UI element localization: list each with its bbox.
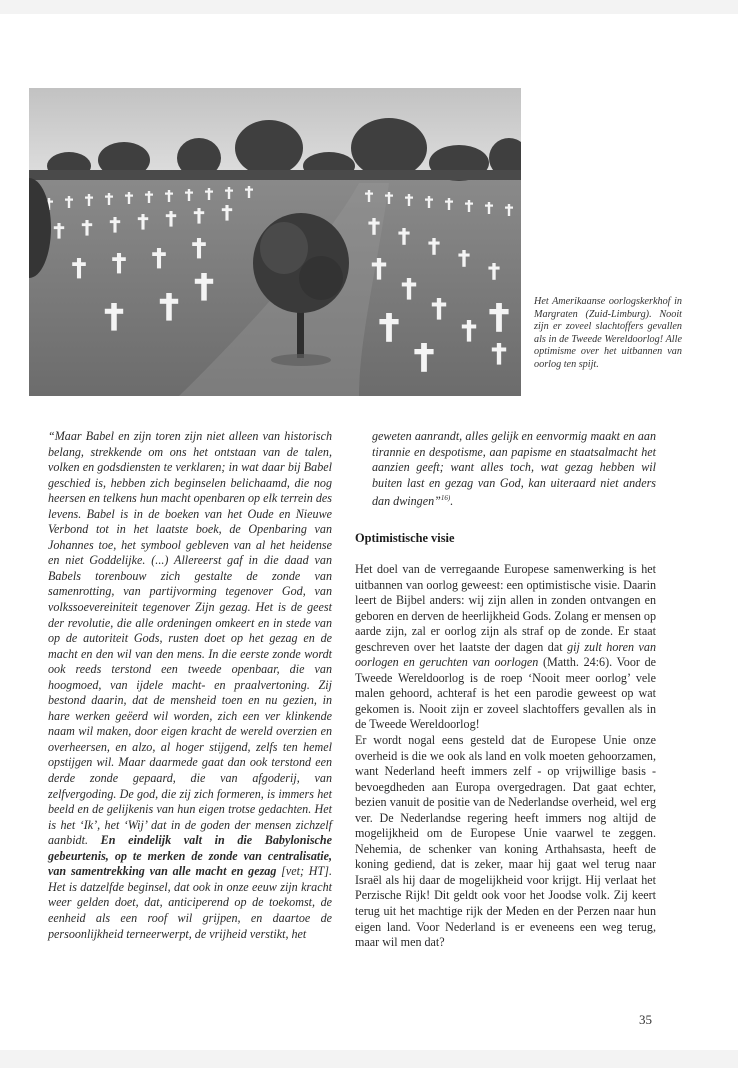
quote-end-period: . bbox=[450, 494, 454, 509]
quote-column-left bbox=[48, 429, 332, 942]
quote-continuation bbox=[372, 429, 656, 510]
paragraph1-text-a: Het doel van de verregaande Europese samenwerking is het uitbannen van oorlog geweest: een optimistische visie. Daarin leert de Bijbel anders: wij zijn allen in zonden ontvangen en geboren en derven de heerlijkheid Gods. Zolang er mensen op aarde zijn, zal er oorlog zijn als straf op de zonde. Er staat geschreven over het laatste der dagen dat bbox=[355, 562, 656, 654]
scan-edge-bottom bbox=[0, 1050, 738, 1068]
page-number: 35 bbox=[639, 1012, 652, 1027]
bible-quote-italic: gij zult horen van oorlogen en geruchten van oorlogen bbox=[355, 639, 656, 670]
footnote-reference: 16) bbox=[440, 494, 451, 503]
body-column-right bbox=[355, 562, 656, 951]
quote-continued-text: geweten aanrandt, alles gelijk en eenvormig maakt en aan tirannie en despotisme, aan papisme en staatsalmacht het aanzien geeft; want alles toch, wat gezag hebben wil buiten last en gezag van God, kan uiteraard niet anders dan dwingen” bbox=[372, 429, 656, 509]
quote-text-part2: [vet; HT]. Het is datzelfde beginsel, dat ook in onze eeuw zijn kracht weer gelden doet, dat, anticiperend op de toekomst, de eenheid als een roof wil grijpen, en daartoe de persoonlijkheid terneerwerpt, de vrijheid verstikt, het bbox=[48, 864, 332, 941]
scan-edge-top bbox=[0, 0, 738, 14]
paragraph-european-union: Er wordt nogal eens gesteld dat de Europese Unie onze overheid is die we ook als land en volk moeten gehoorzamen, want Nederland heeft immers zelf - op vrijwillige basis - bevoegdheden aan Europa overgedragen. Dat gaat echter, bezien vanuit de positie van de Nederlandse overheid, wel erg ver. De Nederlandse regering heeft immers nog altijd de mogelijkheid om de Europese Unie vaarwel te zeggen. Nehemia, de schenker van koning Arthahsasta, heeft de koning gediend, dat is zeker, maar hij gaat wel terug naar Israël als hij daar de mogelijkheid voor krijgt. Hij verlaat het Perzische Rijk! Dit geldt ook voor het Joodse volk. Zij keert terug uit het machtige rijk der Meden en der Perzen naar hun eigen land. Voor Nederland is er eveneens een weg terug, maar wil men dat? bbox=[355, 733, 656, 950]
quote-bold-emphasis: En eindelijk valt in die Babylonische gebeurtenis, op te merken de zonde van centralisatie, van samentrekking van alle macht en gezag bbox=[48, 833, 332, 879]
quote-text-part1: “Maar Babel en zijn toren zijn niet alleen van historisch belang, strekkende om ons het ontstaan van de talen, volken en godsdiensten te verklaren; in wat daar bij Babel geschied is, hebben zich beginselen belichaamd, die nog heersen en telkens hun macht openbaren op elk terrein des levens. Babel is in de boeken van het Oude en Nieuwe Verbond tot in het laatste boek, de Openbaring van Johannes toe, het symbool gebleven van al het heidense en niet Goddelijke. (...) Allereerst gaf in die daad van Babels torenbouw zich gestalte de zonde van samenrotting, van partijvorming tegenover God, van volkssoevereiniteit tegenover Zijn gezag. Het is de geest der revolutie, die alle ordeningen omkeert en in stede van op de autoriteit Gods, rusten doet op het gezag en de macht en den wil van den mens. In die eerste zonde wordt ook reeds terstond een tweede openbaar, die van hoogmoed, van ijdele macht- en praalvertoning. Zij bestond daarin, dat de mensheid toen en nu gezien, in hare werken geëerd wil worden, zich een ver klinkende naam wil maken, door eigen kracht de wereld overzien en overheersen, en alzo, al hoger stijgend, zelfs ten hemel opstijgen wil. Maar daarmede gaat dan ook terstond een derde zonde gepaard, die van afgoderij, van zelfvergoding. De god, die zij zich formeren, is immers het beeld en de gelijkenis van hun eigen trotse gedachten. Het is het ‘Ik’, het ‘Wij’ dat in de goden der mensen zichzelf aanbidt. bbox=[48, 429, 332, 848]
cemetery-photo bbox=[29, 88, 521, 396]
paragraph-optimistic-vision bbox=[355, 562, 656, 733]
photo-caption: Het Amerikaanse oorlogskerkhof in Margraten (Zuid-Limburg). Nooit zijn er zoveel slachtoffers gevallen als in de Tweede Wereldoorlog! Alle optimisme over het uitbannen van oorlog ten spijt. bbox=[534, 296, 682, 370]
cemetery-photo-drawing bbox=[29, 88, 521, 396]
paragraph1-text-b: (Matth. 24:6). Voor de Tweede Wereldoorlog is de roep ‘Nooit meer oorlog’ vele malen gehoord, achteraf is het een parodie geweest op wat gekomen is. Nooit zijn er zoveel slachtoffers gevallen als in de Tweede Wereldoorlog! bbox=[355, 655, 656, 732]
section-heading: Optimistische visie bbox=[355, 531, 455, 545]
